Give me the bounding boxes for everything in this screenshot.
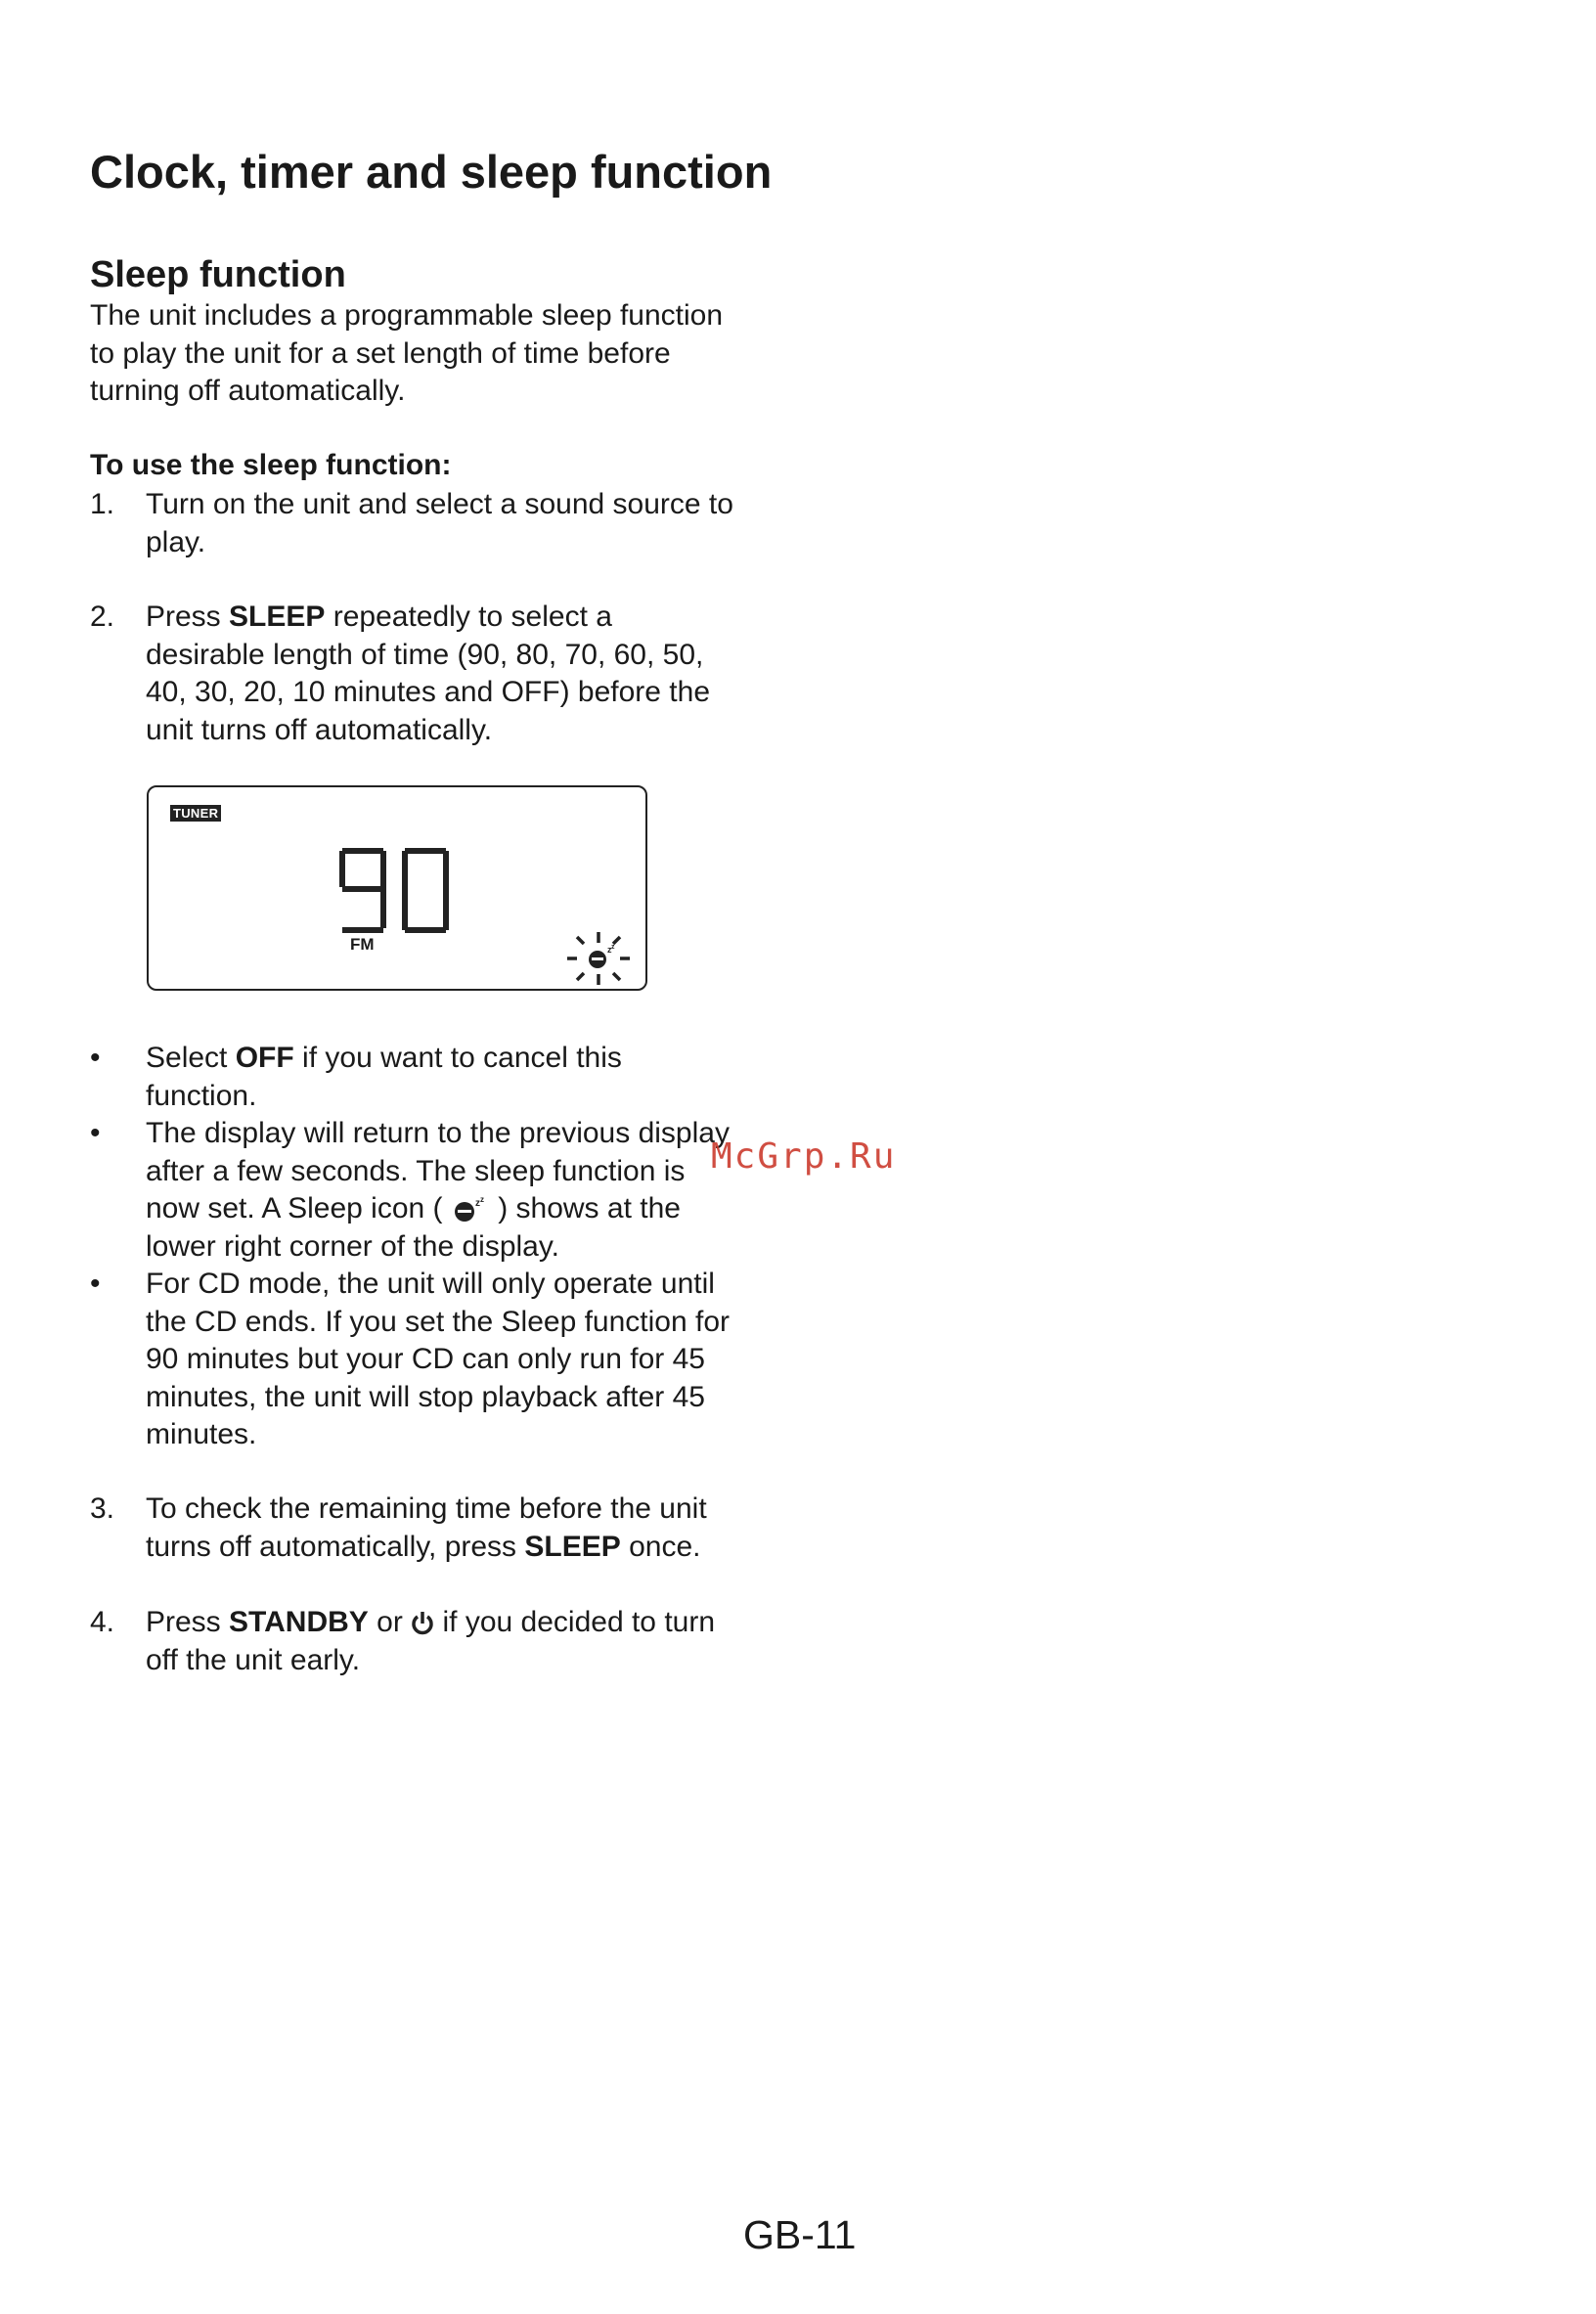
section-title: Sleep function xyxy=(90,254,346,295)
sleep-key: SLEEP xyxy=(229,601,326,633)
bullet-text-pre: now set. A Sleep icon ( xyxy=(146,1192,451,1224)
bullet-text: For CD mode, the unit will only operate until xyxy=(146,1268,715,1300)
step-text: To check the remaining time before the unit xyxy=(146,1492,707,1525)
bullet-dot: • xyxy=(90,1268,101,1300)
bullet-text-pre: Select xyxy=(146,1042,236,1074)
step-text xyxy=(146,1529,833,1567)
bullet-text: minutes. xyxy=(146,1418,257,1450)
power-icon xyxy=(411,1610,434,1635)
watermark: McGrp.Ru xyxy=(711,1136,897,1177)
bullet-dot: • xyxy=(90,1042,101,1074)
step-text: off the unit early. xyxy=(146,1643,361,1676)
bullet-1 xyxy=(90,1040,833,1115)
step-text: unit turns off automatically. xyxy=(146,713,493,746)
step-text: 40, 30, 20, 10 minutes and OFF) before the xyxy=(146,676,711,708)
bullet-text-post: ) shows at the xyxy=(489,1192,681,1224)
page-title: Clock, timer and sleep function xyxy=(90,146,773,198)
bullet-3 xyxy=(90,1266,833,1454)
lcd-display xyxy=(147,785,647,991)
bullet-text: lower right corner of the display. xyxy=(146,1229,559,1263)
step-text-pre: Press xyxy=(146,1606,230,1638)
intro-line: The unit includes a programmable sleep function xyxy=(90,299,724,332)
bullet-text: minutes, the unit will stop playback after 45 xyxy=(146,1380,705,1413)
bullet-text: The display will return to the previous display xyxy=(146,1117,730,1149)
step-text: Turn on the unit and select a sound source to xyxy=(146,488,733,520)
sleep-icon xyxy=(564,929,633,988)
step-4 xyxy=(90,1604,833,1679)
step-text-post: once. xyxy=(620,1530,701,1563)
step-text-post: repeatedly to select a xyxy=(325,601,612,633)
bullet-text: after a few seconds. The sleep function is xyxy=(146,1154,686,1187)
bullet-text: 90 minutes but your CD can only run for 45 xyxy=(146,1343,705,1375)
step-text: desirable length of time (90, 80, 70, 60, 50, xyxy=(146,638,704,671)
step-text-post: if you decided to turn xyxy=(434,1606,716,1638)
step-2 xyxy=(90,599,833,749)
step-number: 1. xyxy=(90,488,115,520)
step-text-mid: or xyxy=(368,1606,412,1638)
fm-indicator: FM xyxy=(350,935,375,954)
step-1 xyxy=(90,486,833,561)
tuner-indicator: TUNER xyxy=(170,805,221,822)
off-key: OFF xyxy=(235,1042,294,1074)
lcd-digits xyxy=(336,833,454,936)
intro-paragraph xyxy=(90,297,804,411)
bullet-text: function. xyxy=(146,1079,257,1112)
step-text xyxy=(146,599,833,637)
bullet-text-post: if you want to cancel this xyxy=(293,1042,622,1074)
step-3 xyxy=(90,1491,833,1566)
lcd-digits-text: 90 xyxy=(336,833,354,850)
bullet-text xyxy=(146,1190,833,1228)
intro-line: to play the unit for a set length of time before xyxy=(90,336,671,370)
svg-text:z: z xyxy=(611,944,615,951)
sleep-icon xyxy=(451,1196,490,1224)
step-text xyxy=(146,1604,833,1642)
intro-line: turning off automatically. xyxy=(90,375,406,407)
bullet-text: the CD ends. If you set the Sleep function for xyxy=(146,1305,731,1338)
step-text-pre: turns off automatically, press xyxy=(146,1530,525,1563)
subheading: To use the sleep function: xyxy=(90,449,452,481)
standby-key: STANDBY xyxy=(229,1606,369,1638)
step-number: 4. xyxy=(90,1606,115,1638)
step-text-pre: Press xyxy=(146,601,230,633)
bullet-text xyxy=(146,1040,833,1078)
step-number: 3. xyxy=(90,1492,115,1525)
step-number: 2. xyxy=(90,601,115,633)
bullet-dot: • xyxy=(90,1117,101,1149)
svg-text:z: z xyxy=(474,1198,480,1209)
svg-text:z: z xyxy=(607,945,612,955)
step-text: play. xyxy=(146,525,206,558)
page-number: GB-11 xyxy=(743,2212,857,2257)
svg-text:z: z xyxy=(479,1195,484,1204)
sleep-key: SLEEP xyxy=(524,1530,621,1563)
